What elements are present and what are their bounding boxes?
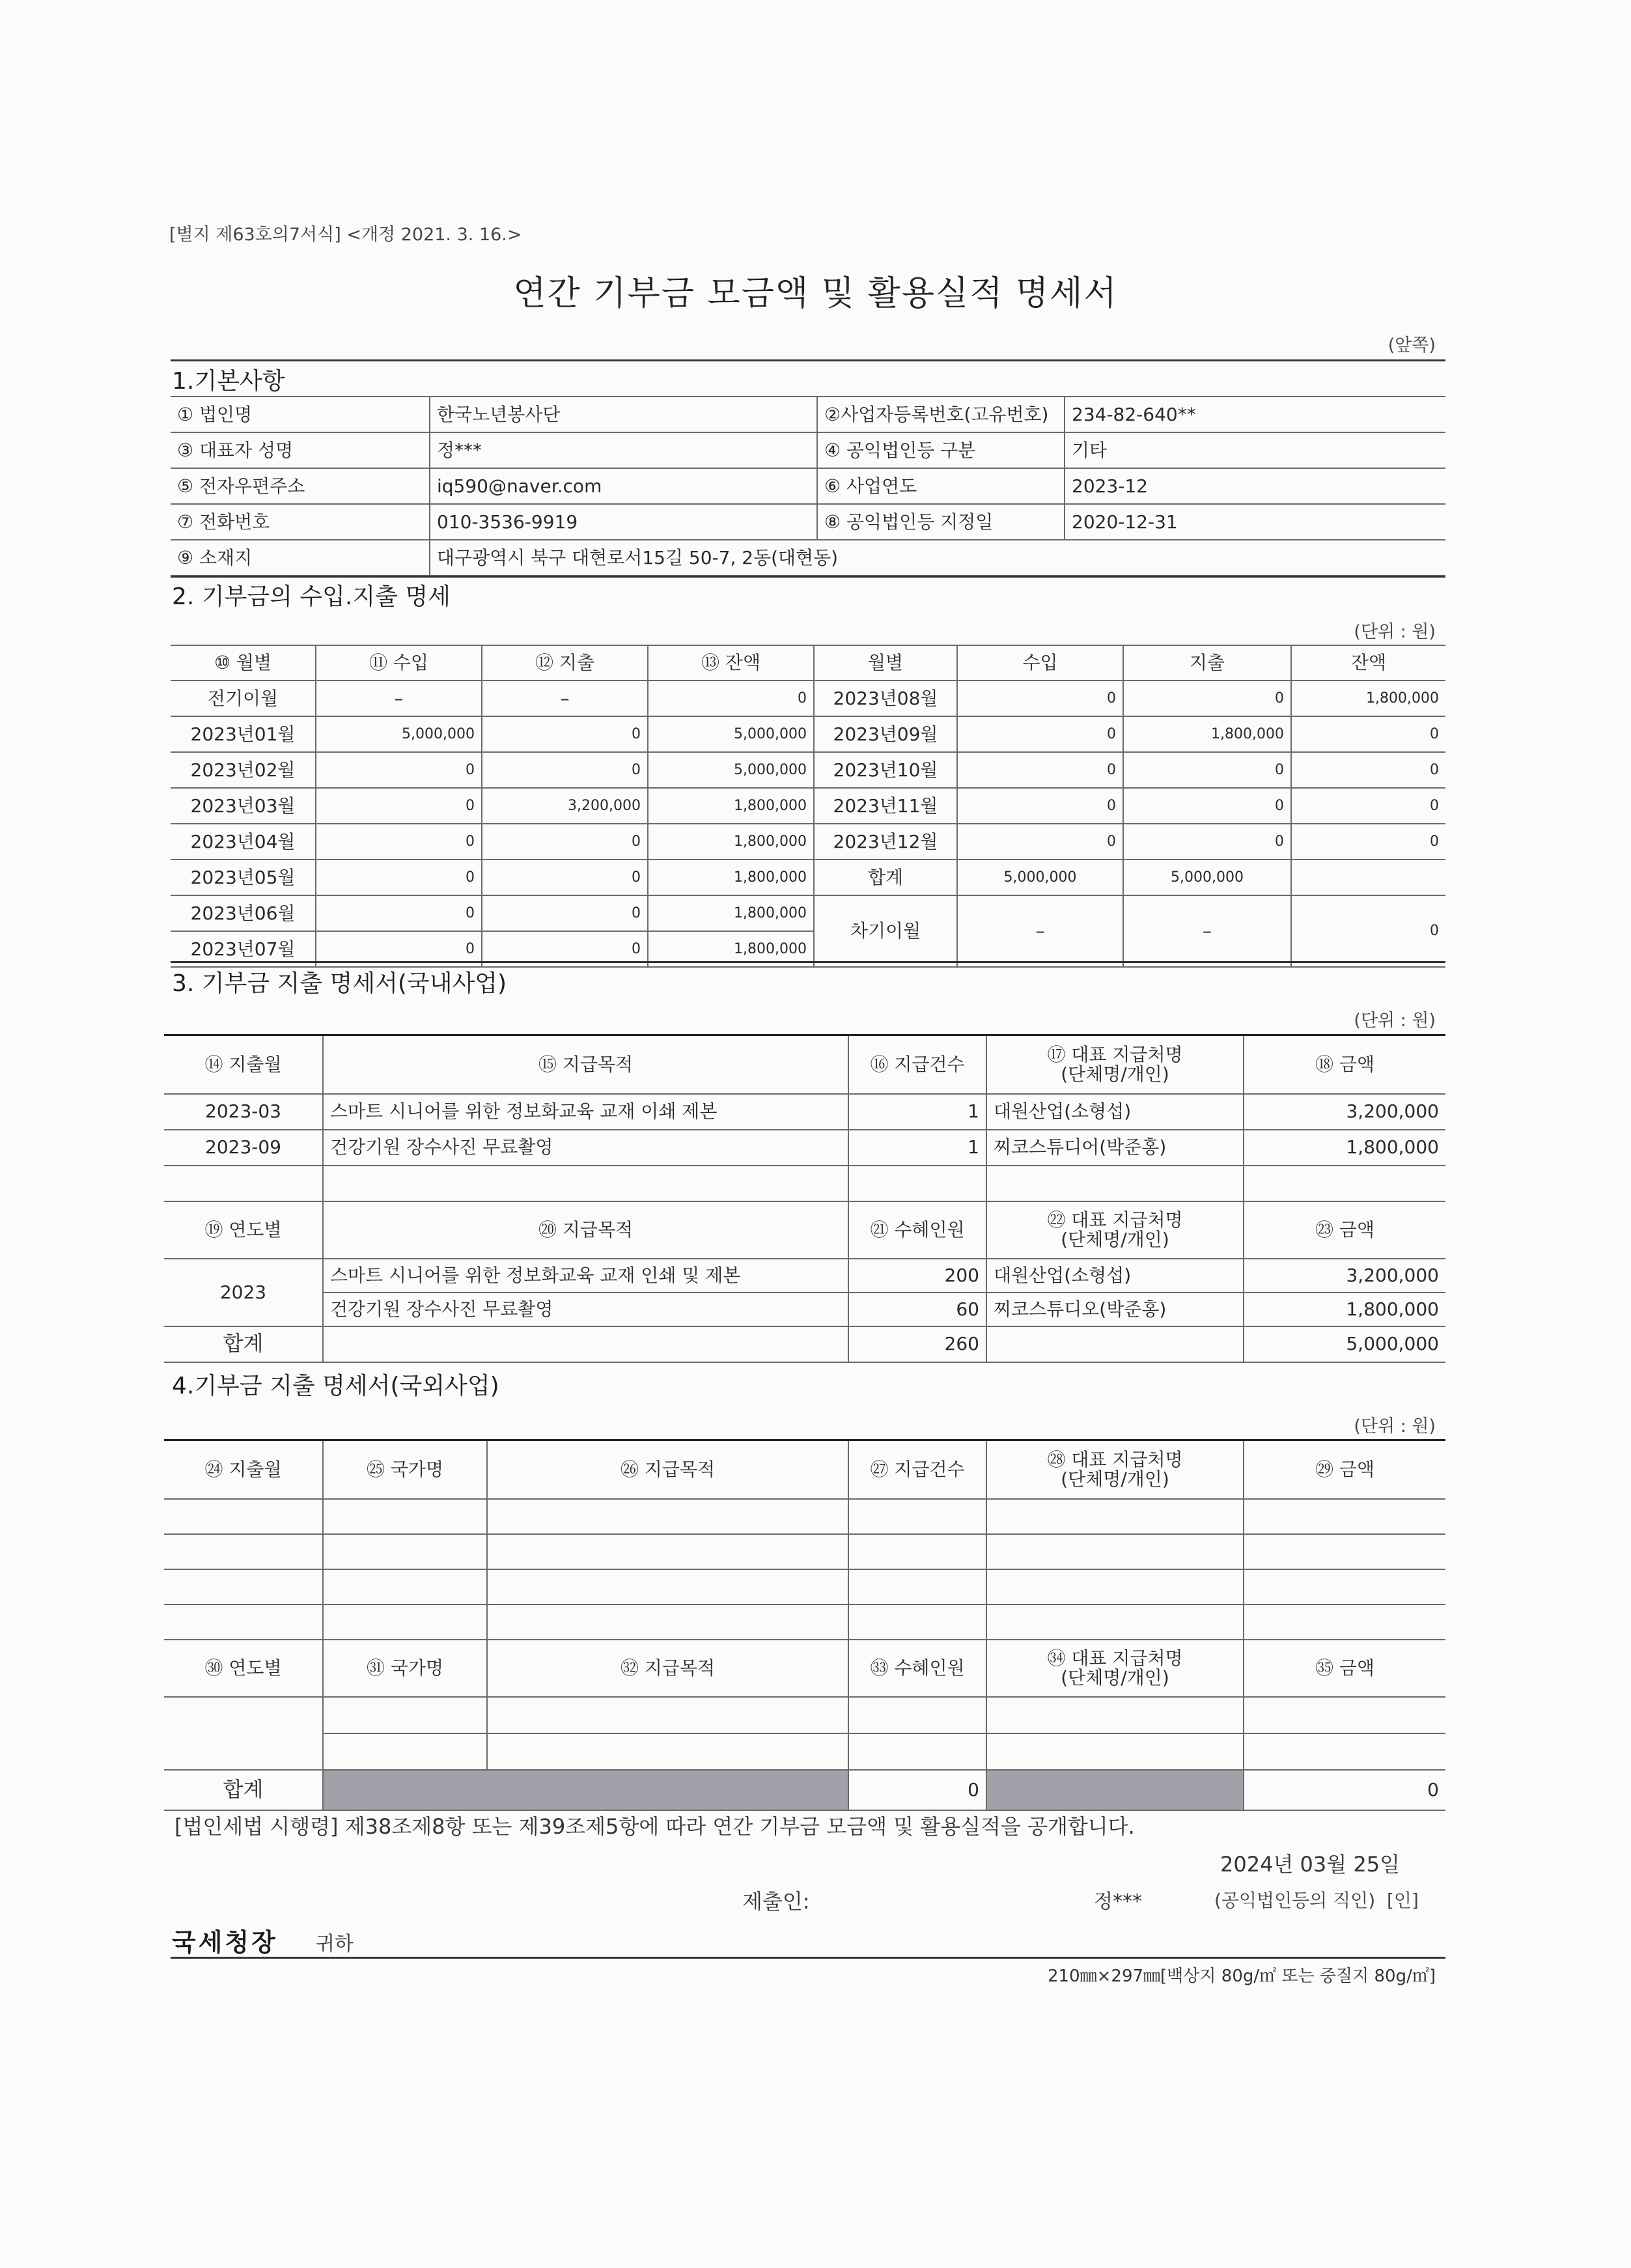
beneficiaries: 200	[848, 1259, 986, 1293]
expense-cell: 0	[482, 895, 648, 931]
month-cell: 2023년11월	[814, 788, 957, 824]
col-country: ㉕ 국가명	[323, 1440, 487, 1499]
empty-cell	[323, 1733, 487, 1770]
col-beneficiaries: ㉑ 수혜인원	[848, 1201, 986, 1259]
expense-cell: 0	[1123, 752, 1291, 788]
col-count: ㉗ 지급건수	[848, 1440, 986, 1499]
basic-info-row	[171, 397, 1445, 432]
empty-cell	[164, 1166, 323, 1201]
empty-cell	[323, 1569, 487, 1604]
overseas-expense-table	[164, 1439, 1445, 1811]
expense-cell: 3,200,000	[482, 788, 648, 824]
empty-cell	[1244, 1569, 1445, 1604]
amount: 3,200,000	[1244, 1094, 1445, 1130]
carry-balance: 0	[1291, 895, 1445, 967]
section2-title: 2. 기부금의 수입.지출 명세	[172, 583, 451, 610]
income-cell: 0	[316, 860, 482, 895]
label-phone: ⑦ 전화번호	[171, 504, 430, 540]
payee-header-line2: (단체명/개인)	[1061, 1228, 1169, 1250]
col-amount: ㉙ 금액	[1244, 1440, 1445, 1499]
total-beneficiaries: 0	[848, 1770, 986, 1810]
income-cell: 5,000,000	[316, 716, 482, 752]
col-purpose: ㉖ 지급목적	[487, 1440, 848, 1499]
expense-cell: 0	[1123, 788, 1291, 824]
balance-cell: 1,800,000	[648, 895, 814, 931]
table-row	[171, 895, 1445, 931]
expense-cell: 0	[1123, 824, 1291, 860]
balance-cell: 1,800,000	[1291, 680, 1445, 716]
col-payee	[986, 1035, 1244, 1094]
payee-header-line2: (단체명/개인)	[1061, 1666, 1169, 1688]
balance-cell: 5,000,000	[648, 752, 814, 788]
month-cell: 2023년07월	[171, 931, 316, 967]
table-row	[164, 1130, 1445, 1166]
empty-cell	[164, 1534, 323, 1569]
month-cell: 2023년09월	[814, 716, 957, 752]
header-row	[164, 1035, 1445, 1094]
header-row	[164, 1440, 1445, 1499]
front-side-label: (앞쪽)	[1387, 335, 1436, 356]
balance-cell: 1,800,000	[648, 931, 814, 967]
expense-cell: 0	[482, 716, 648, 752]
month-cell: 2023년01월	[171, 716, 316, 752]
empty-cell	[986, 1326, 1244, 1362]
shaded-cell	[986, 1770, 1244, 1810]
col-income-2: 수입	[957, 645, 1123, 680]
total-label: 합계	[164, 1326, 323, 1362]
col-expense-month: ⑭ 지출월	[164, 1035, 323, 1094]
month-cell: 2023년12월	[814, 824, 957, 860]
domestic-expense-table	[164, 1034, 1445, 1363]
month-cell: 전기이월	[171, 680, 316, 716]
balance-cell: 0	[1291, 824, 1445, 860]
amount: 1,800,000	[1244, 1293, 1445, 1326]
carry-income: –	[957, 895, 1123, 967]
phone: 010-3536-9919	[430, 504, 817, 540]
purpose: 건강기원 장수사진 무료촬영	[323, 1293, 848, 1326]
amount: 3,200,000	[1244, 1259, 1445, 1293]
income-cell: 0	[316, 752, 482, 788]
total-balance	[1291, 860, 1445, 895]
balance-cell: 1,800,000	[648, 824, 814, 860]
empty-cell	[487, 1733, 848, 1770]
label-email: ⑤ 전자우편주소	[171, 468, 430, 504]
expense-cell: 0	[482, 752, 648, 788]
amount: 1,800,000	[1244, 1130, 1445, 1166]
basic-info-row	[171, 432, 1445, 468]
col-payee	[986, 1640, 1244, 1697]
header-row	[164, 1201, 1445, 1259]
payee-header-line1: ㉞ 대표 지급처명	[1047, 1647, 1183, 1670]
payee: 찌코스튜디오(박준홍)	[986, 1293, 1244, 1326]
label-biz-no: ②사업자등록번호(고유번호)	[817, 397, 1065, 432]
income-cell: 0	[316, 788, 482, 824]
empty-cell	[848, 1569, 986, 1604]
total-label: 합계	[814, 860, 957, 895]
income-cell: 0	[316, 931, 482, 967]
col-amount: ㉟ 금액	[1244, 1640, 1445, 1697]
empty-cell	[848, 1166, 986, 1201]
payee-header-line1: ㉘ 대표 지급처명	[1047, 1449, 1183, 1471]
expense-cell: 0	[1123, 680, 1291, 716]
count: 1	[848, 1094, 986, 1130]
col-expense-2: 지출	[1123, 645, 1291, 680]
month-cell: 2023년06월	[171, 895, 316, 931]
empty-cell	[323, 1697, 487, 1733]
total-beneficiaries: 260	[848, 1326, 986, 1362]
empty-cell	[487, 1534, 848, 1569]
col-year: ⑲ 연도별	[164, 1201, 323, 1259]
submitter-name: 정***	[1094, 1890, 1142, 1913]
col-income: ⑪ 수입	[316, 645, 482, 680]
empty-cell	[986, 1604, 1244, 1640]
table-row	[164, 1534, 1445, 1569]
empty-cell	[1244, 1499, 1445, 1534]
ceo-name: 정***	[430, 432, 817, 468]
col-purpose: ㉜ 지급목적	[487, 1640, 848, 1697]
count: 1	[848, 1130, 986, 1166]
label-ceo: ③ 대표자 성명	[171, 432, 430, 468]
month-cell: 2023년02월	[171, 752, 316, 788]
empty-cell	[986, 1733, 1244, 1770]
balance-cell: 0	[1291, 716, 1445, 752]
empty-cell	[323, 1534, 487, 1569]
table-row	[171, 752, 1445, 788]
label-corp-name: ① 법인명	[171, 397, 430, 432]
label-corp-type: ④ 공익법인등 구분	[817, 432, 1065, 468]
empty-cell	[323, 1166, 848, 1201]
total-amount: 0	[1244, 1770, 1445, 1810]
col-amount: ⑱ 금액	[1244, 1035, 1445, 1094]
total-row	[164, 1770, 1445, 1810]
income-cell: 0	[316, 824, 482, 860]
total-label: 합계	[164, 1770, 323, 1810]
balance-cell: 5,000,000	[648, 716, 814, 752]
income-cell: 0	[957, 788, 1123, 824]
income-expense-table	[171, 645, 1445, 968]
empty-cell	[487, 1604, 848, 1640]
year-cell: 2023	[164, 1259, 323, 1326]
income-cell: 0	[957, 824, 1123, 860]
table-row	[171, 824, 1445, 860]
expense-cell: 0	[482, 931, 648, 967]
fiscal-year: 2023-12	[1065, 468, 1445, 504]
basic-info-row	[171, 504, 1445, 540]
empty-cell	[986, 1499, 1244, 1534]
empty-cell	[1244, 1604, 1445, 1640]
basic-info-row	[171, 468, 1445, 504]
expense-month: 2023-03	[164, 1094, 323, 1130]
empty-cell	[1244, 1733, 1445, 1770]
empty-cell	[848, 1697, 986, 1733]
empty-cell	[848, 1534, 986, 1569]
payee-header-line1: ⑰ 대표 지급처명	[1047, 1044, 1183, 1066]
paper-spec: 210㎜×297㎜[백상지 80g/㎡ 또는 중질지 80g/㎡]	[1047, 1967, 1436, 1986]
table-row	[171, 680, 1445, 716]
income-cell: –	[316, 680, 482, 716]
empty-cell	[848, 1733, 986, 1770]
col-beneficiaries: ㉝ 수혜인원	[848, 1640, 986, 1697]
form-number: [별지 제63호의7서식] <개정 2021. 3. 16.>	[169, 225, 522, 245]
empty-cell	[164, 1697, 323, 1770]
total-income: 5,000,000	[957, 860, 1123, 895]
recipient: 국세청장	[172, 1928, 278, 1957]
label-designation-date: ⑧ 공익법인등 지정일	[817, 504, 1065, 540]
email: iq590@naver.com	[430, 468, 817, 504]
month-cell: 2023년05월	[171, 860, 316, 895]
basic-info-row	[171, 540, 1445, 576]
col-payee	[986, 1201, 1244, 1259]
header-row	[164, 1640, 1445, 1697]
empty-cell	[487, 1697, 848, 1733]
table-row	[164, 1094, 1445, 1130]
empty-cell	[848, 1499, 986, 1534]
table-row	[171, 716, 1445, 752]
expense-cell: 1,800,000	[1123, 716, 1291, 752]
payee-header-line2: (단체명/개인)	[1061, 1468, 1169, 1490]
balance-cell: 1,800,000	[648, 788, 814, 824]
month-cell: 2023년08월	[814, 680, 957, 716]
header-row	[171, 645, 1445, 680]
expense-cell: 0	[482, 824, 648, 860]
empty-cell	[848, 1604, 986, 1640]
total-expense: 5,000,000	[1123, 860, 1291, 895]
empty-cell	[1244, 1697, 1445, 1733]
carry-label: 차기이월	[814, 895, 957, 967]
section2-top-rule	[171, 576, 1445, 578]
balance-cell: 0	[1291, 752, 1445, 788]
table-row	[164, 1697, 1445, 1733]
recipient-suffix: 귀하	[316, 1933, 354, 1955]
total-row	[164, 1326, 1445, 1362]
table-row	[164, 1569, 1445, 1604]
col-month: ⑩ 월별	[171, 645, 316, 680]
document-title: 연간 기부금 모금액 및 활용실적 명세서	[513, 274, 1118, 313]
col-balance: ⑬ 잔액	[648, 645, 814, 680]
month-cell: 2023년10월	[814, 752, 957, 788]
col-country: ㉛ 국가명	[323, 1640, 487, 1697]
empty-cell	[986, 1569, 1244, 1604]
section1-title: 1.기본사항	[172, 368, 285, 395]
section2-unit: (단위 : 원)	[1354, 622, 1436, 642]
shaded-cell	[323, 1770, 848, 1810]
empty-cell	[164, 1604, 323, 1640]
income-cell: 0	[316, 895, 482, 931]
col-expense-month: ㉔ 지출월	[164, 1440, 323, 1499]
table-row	[171, 860, 1445, 895]
label-fiscal-year: ⑥ 사업연도	[817, 468, 1065, 504]
expense-cell: 0	[482, 860, 648, 895]
payee: 대원산업(소형섭)	[986, 1259, 1244, 1293]
section3-title: 3. 기부금 지출 명세서(국내사업)	[172, 970, 507, 997]
empty-cell	[323, 1604, 487, 1640]
seal-mark: [인]	[1387, 1890, 1419, 1911]
total-amount: 5,000,000	[1244, 1326, 1445, 1362]
basic-info-table	[171, 396, 1445, 576]
address: 대구광역시 북구 대현로서15길 50-7, 2동(대현동)	[430, 540, 1445, 576]
purpose: 스마트 시니어를 위한 정보화교육 교재 인쇄 및 제본	[323, 1259, 848, 1293]
col-balance-2: 잔액	[1291, 645, 1445, 680]
table-row	[164, 1166, 1445, 1201]
balance-cell: 0	[1291, 788, 1445, 824]
label-address: ⑨ 소재지	[171, 540, 430, 576]
section4-title: 4.기부금 지출 명세서(국외사업)	[172, 1373, 499, 1399]
beneficiaries: 60	[848, 1293, 986, 1326]
col-payee	[986, 1440, 1244, 1499]
empty-cell	[986, 1166, 1244, 1201]
table-row	[164, 1293, 1445, 1326]
col-year: ㉚ 연도별	[164, 1640, 323, 1697]
col-amount: ㉓ 금액	[1244, 1201, 1445, 1259]
balance-cell: 0	[648, 680, 814, 716]
empty-cell	[323, 1326, 848, 1362]
section3-unit: (단위 : 원)	[1354, 1011, 1436, 1031]
col-purpose: ⑮ 지급목적	[323, 1035, 848, 1094]
purpose: 건강기원 장수사진 무료촬영	[323, 1130, 848, 1166]
col-count: ⑯ 지급건수	[848, 1035, 986, 1094]
empty-cell	[1244, 1166, 1445, 1201]
col-purpose: ⑳ 지급목적	[323, 1201, 848, 1259]
col-expense: ⑫ 지출	[482, 645, 648, 680]
table-row	[171, 788, 1445, 824]
empty-cell	[986, 1534, 1244, 1569]
month-cell: 2023년03월	[171, 788, 316, 824]
payee-header-line1: ㉒ 대표 지급처명	[1047, 1209, 1183, 1231]
table-row	[164, 1499, 1445, 1534]
section3-top-rule	[171, 961, 1445, 963]
income-cell: 0	[957, 680, 1123, 716]
empty-cell	[487, 1569, 848, 1604]
empty-cell	[323, 1499, 487, 1534]
submitter-role: (공익법인등의 직인)	[1214, 1890, 1376, 1911]
empty-cell	[164, 1499, 323, 1534]
designation-date: 2020-12-31	[1065, 504, 1445, 540]
carry-expense: –	[1123, 895, 1291, 967]
biz-no: 234-82-640**	[1065, 397, 1445, 432]
month-cell: 2023년04월	[171, 824, 316, 860]
payee: 찌코스튜디어(박준홍)	[986, 1130, 1244, 1166]
balance-cell: 1,800,000	[648, 860, 814, 895]
submit-date: 2024년 03월 25일	[1220, 1852, 1400, 1877]
table-row	[164, 1733, 1445, 1770]
income-cell: 0	[957, 716, 1123, 752]
empty-cell	[1244, 1534, 1445, 1569]
empty-cell	[164, 1569, 323, 1604]
submitter-label: 제출인:	[742, 1889, 810, 1914]
legal-statement: [법인세법 시행령] 제38조제8항 또는 제39조제5항에 따라 연간 기부금 모금액 및 활용실적을 공개합니다.	[174, 1814, 1135, 1839]
purpose: 스마트 시니어를 위한 정보화교육 교재 이쇄 제본	[323, 1094, 848, 1130]
col-month-2: 월별	[814, 645, 957, 680]
footer-rule	[171, 1957, 1445, 1959]
table-row	[164, 1604, 1445, 1640]
corp-name: 한국노년봉사단	[430, 397, 817, 432]
empty-cell	[487, 1499, 848, 1534]
empty-cell	[986, 1697, 1244, 1733]
section4-unit: (단위 : 원)	[1354, 1416, 1436, 1436]
payee: 대원산업(소형섭)	[986, 1094, 1244, 1130]
expense-cell: –	[482, 680, 648, 716]
corp-type: 기타	[1065, 432, 1445, 468]
table-row	[164, 1259, 1445, 1293]
section1-top-rule	[171, 359, 1445, 361]
expense-month: 2023-09	[164, 1130, 323, 1166]
payee-header-line2: (단체명/개인)	[1061, 1063, 1169, 1085]
income-cell: 0	[957, 752, 1123, 788]
